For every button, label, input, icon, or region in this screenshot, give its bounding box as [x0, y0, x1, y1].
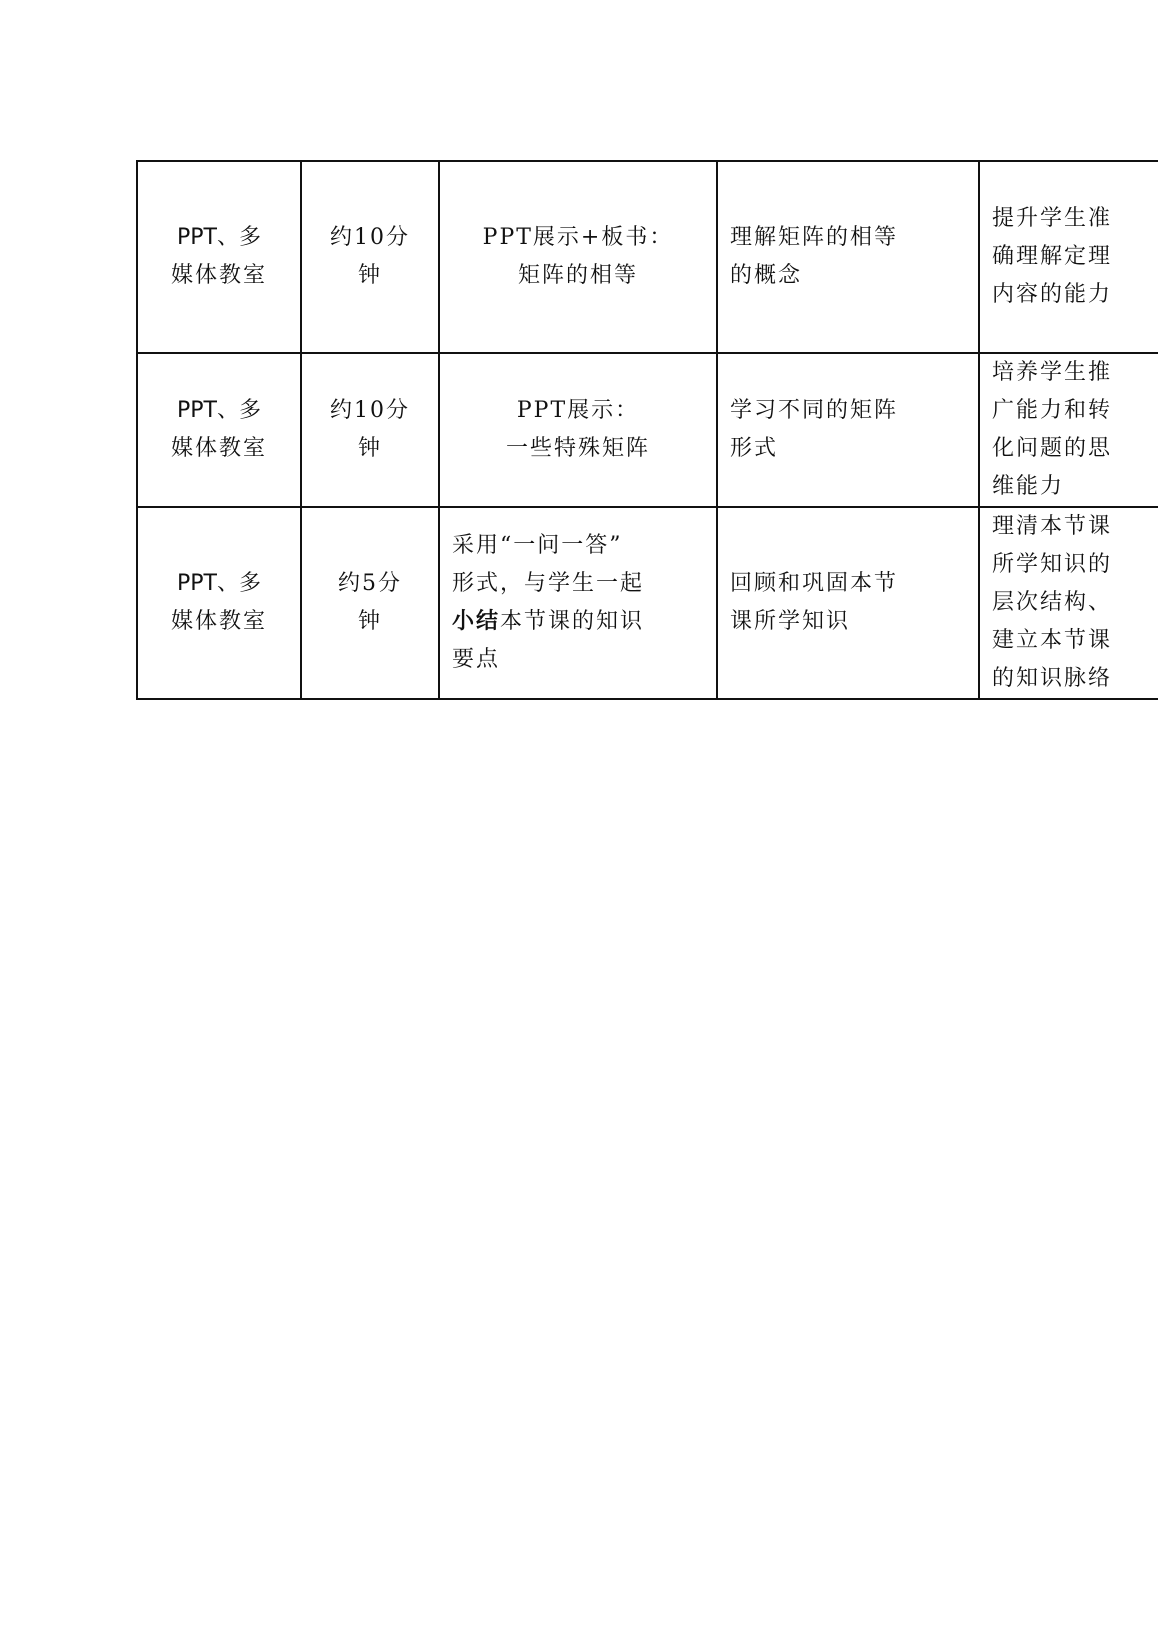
method-line: 要点 [452, 647, 501, 672]
method-line: 形式，与学生一起 [452, 571, 645, 596]
goal-cell [979, 353, 1158, 507]
goal-line: 化问题的思 [992, 436, 1113, 461]
resource-cell [137, 353, 301, 507]
time-line: 约10分 [330, 225, 410, 250]
method-line: PPT展示+板书： [482, 225, 674, 250]
time-line: 钟 [357, 263, 382, 288]
method-line: 矩阵的相等 [517, 263, 638, 288]
activity-line: 的概念 [730, 263, 803, 288]
resource-line: PPT、多 [177, 571, 261, 596]
time-line: 约10分 [330, 398, 410, 423]
goal-line: 层次结构、 [992, 590, 1113, 615]
method-line: 一些特殊矩阵 [505, 436, 650, 461]
method-line [452, 603, 704, 641]
goal-cell [979, 507, 1158, 699]
resource-cell [137, 161, 301, 353]
time-cell [301, 161, 439, 353]
activity-line: 形式 [730, 436, 779, 461]
resource-line: 媒体教室 [170, 609, 267, 634]
method-line: PPT展示： [516, 398, 640, 423]
goal-line: 理清本节课 [992, 514, 1113, 539]
table-row [137, 161, 1158, 353]
resource-cell [137, 507, 301, 699]
method-cell [439, 507, 717, 699]
resource-line: 媒体教室 [170, 263, 267, 288]
time-cell [301, 353, 439, 507]
goal-line: 维能力 [992, 474, 1065, 499]
activity-line: 课所学知识 [730, 609, 851, 634]
goal-line: 建立本节课 [992, 628, 1113, 653]
method-cell [439, 161, 717, 353]
method-cell [439, 353, 717, 507]
method-line-rest: 本节课的知识 [500, 609, 645, 634]
table-row [137, 507, 1158, 699]
goal-line: 内容的能力 [992, 282, 1113, 307]
method-line: 采用“一问一答” [452, 533, 623, 558]
resource-line: 媒体教室 [170, 436, 267, 461]
activity-line: 学习不同的矩阵 [730, 398, 899, 423]
goal-cell [979, 161, 1158, 353]
goal-line: 确理解定理 [992, 244, 1113, 269]
goal-line: 的知识脉络 [992, 666, 1113, 691]
activity-line: 理解矩阵的相等 [730, 225, 899, 250]
resource-line: PPT、多 [177, 225, 261, 250]
time-line: 约5分 [338, 571, 402, 596]
time-line: 钟 [357, 436, 382, 461]
goal-line: 培养学生推 [992, 360, 1113, 385]
time-cell [301, 507, 439, 699]
lesson-plan-table [136, 160, 1158, 700]
activity-cell [717, 507, 979, 699]
resource-line: PPT、多 [177, 398, 261, 423]
table-row [137, 353, 1158, 507]
activity-cell [717, 161, 979, 353]
time-line: 钟 [357, 609, 382, 634]
activity-cell [717, 353, 979, 507]
goal-line: 所学知识的 [992, 552, 1113, 577]
summary-keyword: 小结 [452, 609, 501, 634]
goal-line: 广能力和转 [992, 398, 1113, 423]
activity-line: 回顾和巩固本节 [730, 571, 899, 596]
goal-line: 提升学生准 [992, 206, 1113, 231]
